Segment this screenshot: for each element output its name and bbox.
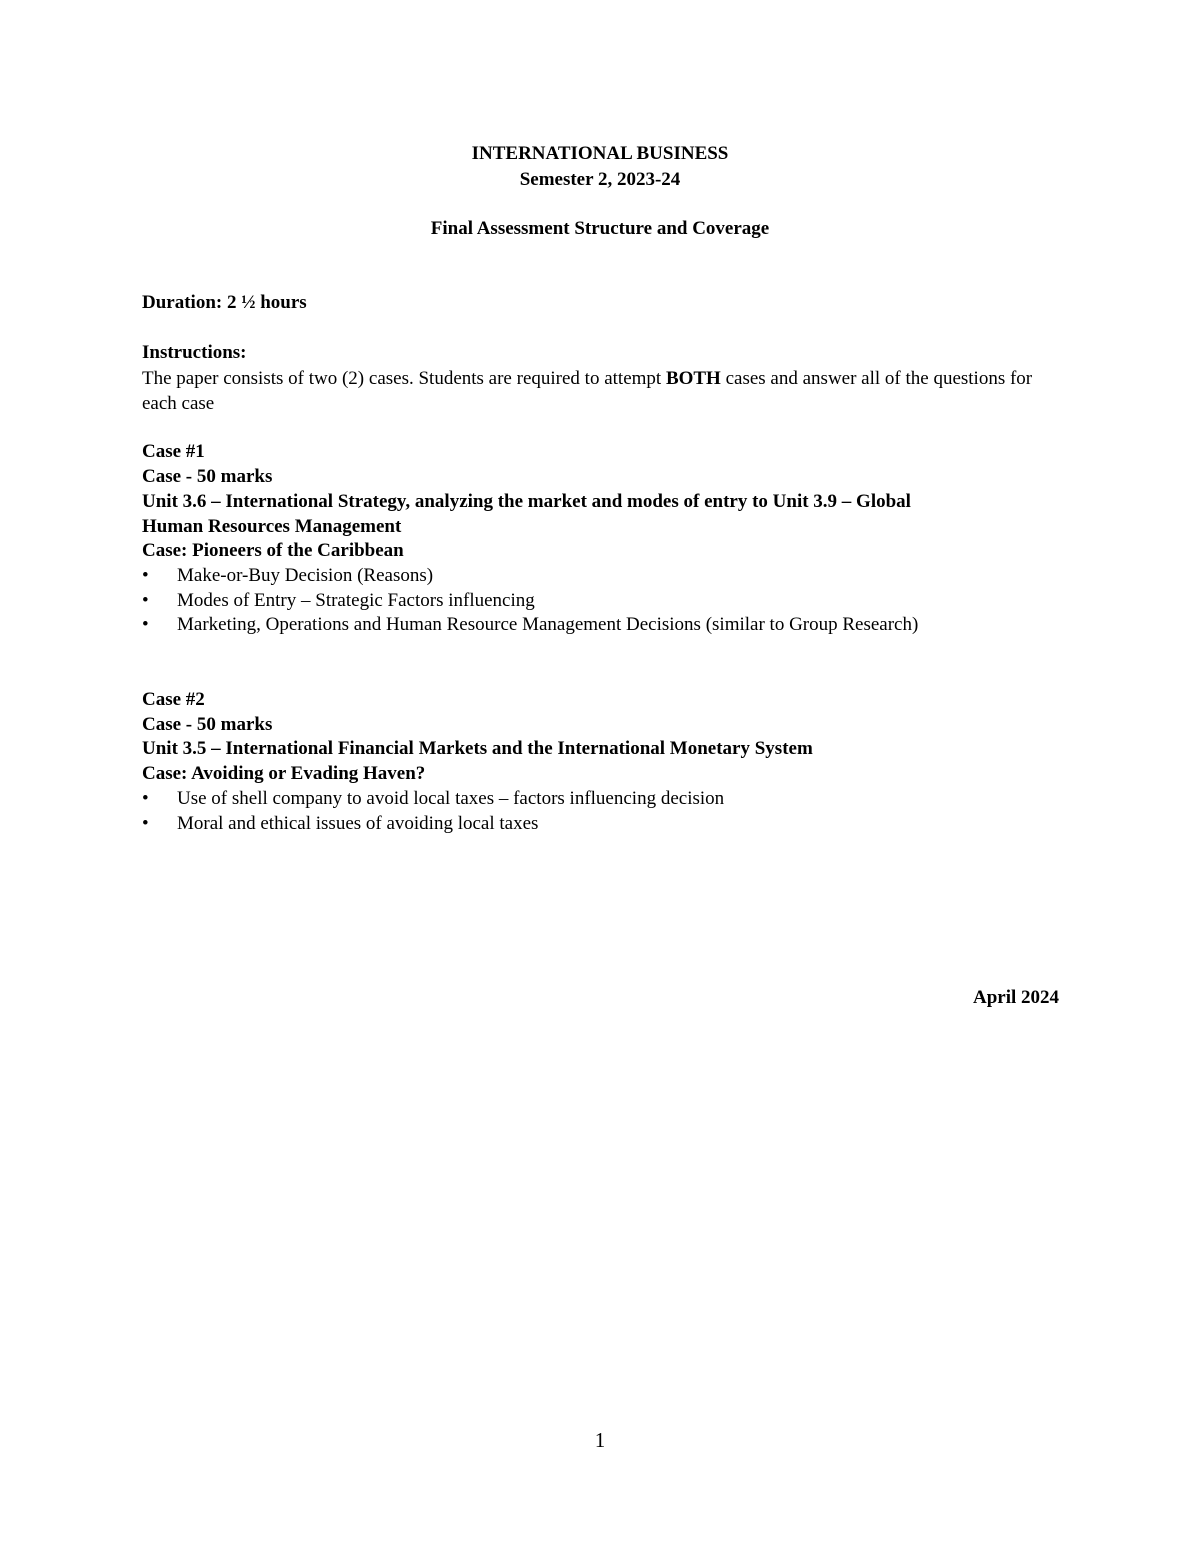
instructions-text-start: The paper consists of two (2) cases. Students are required to attempt [142,368,666,389]
bullet-icon: • [142,788,149,809]
list-item-text: Modes of Entry – Strategic Factors influencing [177,590,535,611]
case-1-heading: Case #1 [142,441,205,462]
case-2-heading: Case #2 [142,689,205,710]
bullet-icon: • [142,614,149,635]
semester-line: Semester 2, 2023-24 [519,169,681,190]
list-item [142,788,724,810]
list-item [142,813,538,835]
list-item [142,614,918,636]
list-item [142,565,433,587]
case-1-unit-line-2: Human Resources Management [142,516,402,537]
bullet-icon: • [142,813,149,834]
list-item-text: Moral and ethical issues of avoiding local taxes [177,813,539,834]
instructions-label: Instructions: [142,342,247,363]
list-item-text: Make-or-Buy Decision (Reasons) [177,565,434,586]
case-1-title: Case: Pioneers of the Caribbean [142,540,404,561]
case-1-marks: Case - 50 marks [142,466,273,487]
case-1-unit-line-1: Unit 3.6 – International Strategy, analyzing the market and modes of entry to Unit 3.9 – Global [142,491,911,512]
duration-line: Duration: 2 ½ hours [142,292,307,313]
list-item-text: Use of shell company to avoid local taxes – factors influencing decision [177,788,725,809]
bullet-icon: • [142,590,149,611]
page-number: 1 [594,1428,606,1452]
instructions-text-end: cases and answer all of the questions for each case [142,368,1033,414]
case-2-unit-line-1: Unit 3.5 – International Financial Markets and the International Monetary System [142,738,813,759]
instructions-text [142,366,1062,416]
document-date: April 2024 [972,987,1059,1008]
list-item-text: Marketing, Operations and Human Resource Management Decisions (similar to Group Research) [177,614,919,635]
document-subtitle: Final Assessment Structure and Coverage [430,218,770,239]
case-2-title: Case: Avoiding or Evading Haven? [142,763,426,784]
document-title: INTERNATIONAL BUSINESS [471,143,729,164]
case-2-marks: Case - 50 marks [142,714,273,735]
bullet-icon: • [142,565,149,586]
list-item [142,590,535,612]
instructions-emphasis: BOTH [665,368,721,389]
